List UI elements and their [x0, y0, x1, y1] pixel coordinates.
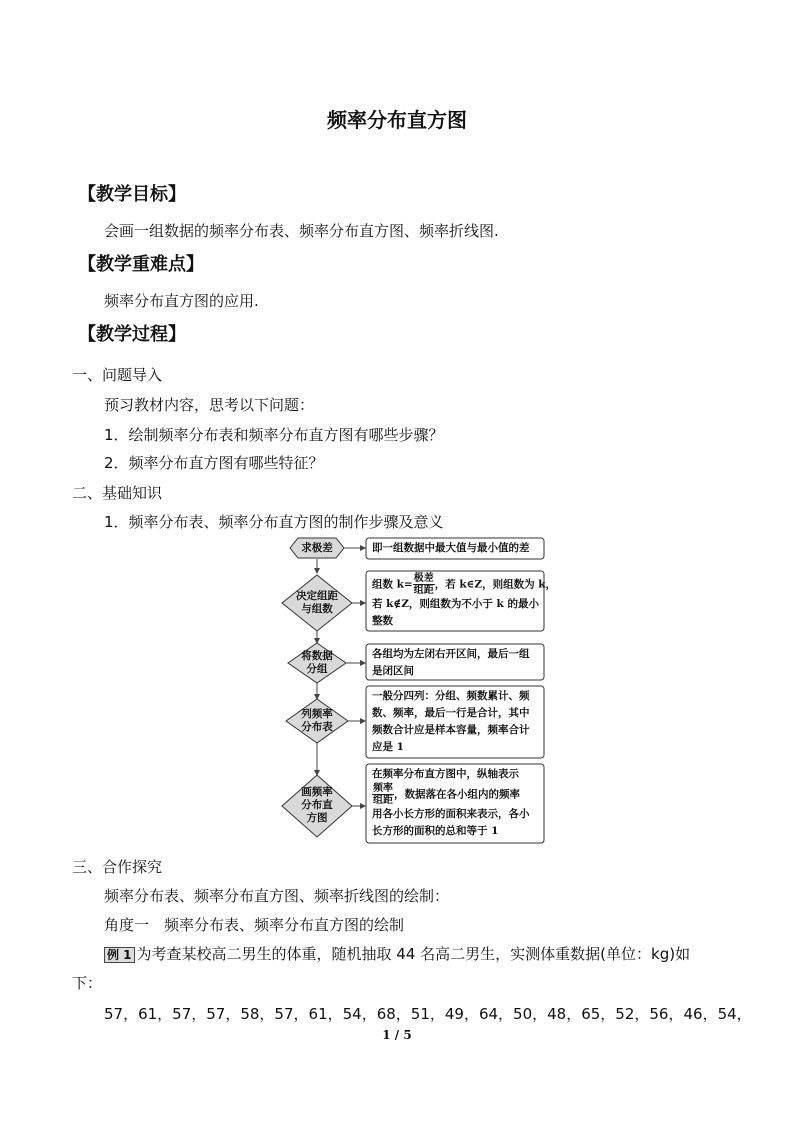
- question-2: 2．频率分布直方图有哪些特征？: [104, 454, 324, 472]
- objectives-heading: 【教学目标】: [78, 184, 186, 205]
- data-line: 57，61，57，57，58，57，61，54，68，51，49，64，50，48，65，52，56，46，54，: [104, 1005, 752, 1023]
- step5-fraction: $\frac{\text{频率}}{\text{组距}}$: [373, 783, 393, 806]
- example-1-cont: 下：: [72, 974, 103, 992]
- keypoints-text: 频率分布直方图的应用.: [104, 292, 259, 310]
- step5-label: 画频率 分布直 方图: [301, 786, 333, 824]
- step3-label: 将数据 分组: [301, 650, 333, 675]
- part3-heading: 三、合作探究: [72, 858, 163, 876]
- process-heading: 【教学过程】: [78, 324, 186, 345]
- step2-fraction: $\frac{\text{极差}}{\text{组距}}$: [413, 573, 434, 596]
- page-number: 1 / 5: [382, 1028, 412, 1042]
- part3-intro: 频率分布表、频率分布直方图、频率折线图的绘制：: [104, 887, 450, 905]
- part1-heading: 一、问题导入: [72, 366, 163, 384]
- question-1: 1．绘制频率分布表和频率分布直方图有哪些步骤？: [104, 426, 444, 444]
- step1-desc: 即一组数据中最大值与最小值的差: [372, 542, 530, 554]
- step3-desc: 各组均为左闭右开区间，最后一组 是闭区间: [372, 648, 530, 677]
- angle1-heading: 角度一 频率分布表、频率分布直方图的绘制: [104, 916, 405, 934]
- step5-desc: 在频率分布直方图中，纵轴表示 $\frac{\text{频率}}{\text{组距}}$ ，数据落在各小组内的频率 用各小长方形的面积来表示，各小 长方形的面积的总和等于 1: [372, 768, 530, 837]
- page-title: 频率分布直方图: [327, 108, 467, 132]
- part2-heading: 二、基础知识: [72, 484, 163, 502]
- part2-item1: 1．频率分布表、频率分布直方图的制作步骤及意义: [104, 513, 444, 531]
- step2-label: 决定组距 与组数: [296, 590, 338, 615]
- step4-desc: 一般分四列：分组、频数累计、频 数、频率，最后一行是合计，其中 频数合计应是样本容量，频率合计 应是 1: [372, 690, 530, 753]
- keypoints-heading: 【教学重难点】: [78, 254, 204, 275]
- example-1: 例 1 为考查某校高二男生的体重，随机抽取 44 名高二男生，实测体重数据(单位：kg)如: [104, 943, 690, 964]
- step1-label: 求极差: [301, 542, 333, 554]
- flowchart: [280, 533, 557, 848]
- example-badge: 例 1: [104, 947, 135, 963]
- objectives-text: 会画一组数据的频率分布表、频率分布直方图、频率折线图.: [104, 222, 499, 240]
- step4-label: 列频率 分布表: [301, 708, 333, 733]
- step2-desc: 组数 k= $\frac{\text{极差}}{\text{组距}}$ ，若 k∈Z，则组数为 k， 若 k∉Z，则组数为不小于 k 的最小 整数: [372, 573, 557, 627]
- part1-intro: 预习教材内容，思考以下问题：: [104, 396, 315, 414]
